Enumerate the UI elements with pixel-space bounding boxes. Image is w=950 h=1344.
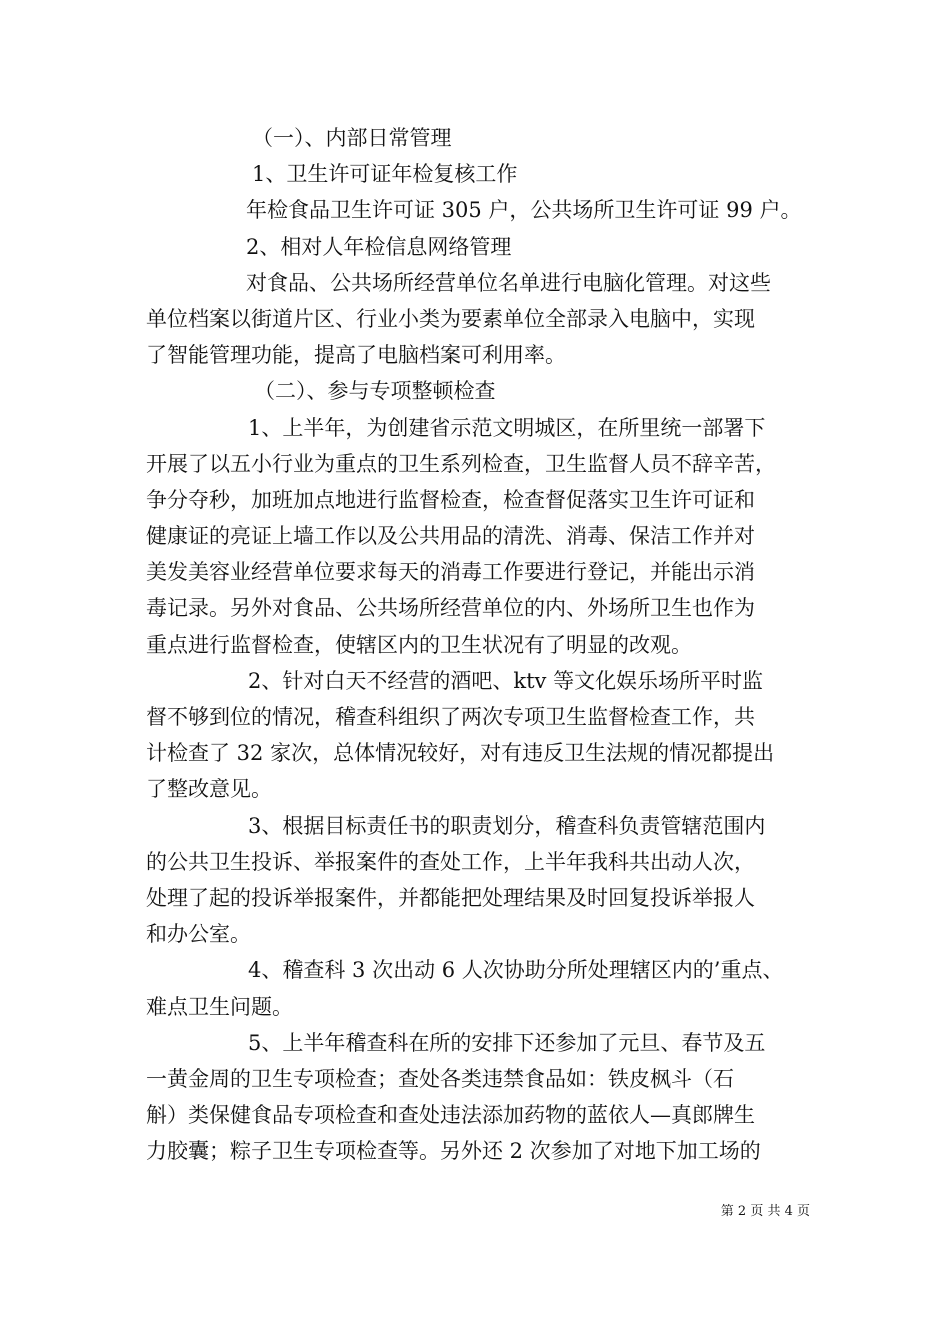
text-line: （二）、参与专项整顿检查 (254, 379, 496, 404)
text-line: 和办公室。 (146, 922, 251, 947)
text-line: 1、卫生许可证年检复核工作 (252, 162, 518, 187)
text-line: 难点卫生问题。 (146, 994, 293, 1019)
text-line: 的公共卫生投诉、举报案件的查处工作，上半年我科共出动人次， (146, 849, 755, 874)
text-line: 2、相对人年检信息网络管理 (246, 234, 512, 259)
text-line: 单位档案以街道片区、行业小类为要素单位全部录入电脑中，实现 (146, 306, 755, 331)
text-line: 斛）类保健食品专项检查和查处违法添加药物的蓝依人—真郎牌生 (146, 1103, 755, 1128)
text-line: （一）、内部日常管理 (252, 126, 452, 150)
text-line: 1、上半年，为创建省示范文明城区，在所里统一部署下 (248, 415, 766, 440)
text-line: 5、上半年稽查科在所的安排下还参加了元旦、春节及五 (248, 1030, 766, 1055)
text-line: 毒记录。另外对食品、公共场所经营单位的内、外场所卫生也作为 (146, 596, 755, 621)
text-line: 3、根据目标责任书的职责划分，稽查科负责管辖范围内 (248, 813, 766, 838)
text-line: 4、稽查科 3 次出动 6 人次协助分所处理辖区内的’重点、 (248, 958, 784, 983)
text-line: 年检食品卫生许可证 305 户，公共场所卫生许可证 99 户。 (246, 198, 802, 223)
text-line: 处理了起的投诉举报案件，并都能把处理结果及时回复投诉举报人 (146, 885, 755, 910)
text-line: 健康证的亮证上墙工作以及公共用品的清洗、消毒、保洁工作并对 (146, 524, 755, 549)
text-line: 争分夺秒，加班加点地进行监督检查，检查督促落实卫生许可证和 (146, 487, 755, 512)
text-line: 计检查了 32 家次，总体情况较好，对有违反卫生法规的情况都提出 (146, 741, 775, 766)
text-line: 了智能管理功能，提高了电脑档案可利用率。 (146, 343, 566, 368)
text-line: 对食品、公共场所经营单位名单进行电脑化管理。对这些 (246, 270, 771, 295)
text-line: 开展了以五小行业为重点的卫生系列检查，卫生监督人员不辞辛苦， (146, 451, 776, 476)
text-line: 2、针对白天不经营的酒吧、ktv 等文化娱乐场所平时监 (248, 668, 764, 693)
text-line: 了整改意见。 (146, 777, 272, 802)
text-line: 力胶囊；粽子卫生专项检查等。另外还 2 次参加了对地下加工场的 (146, 1139, 761, 1164)
page-footer: 第 2 页 共 4 页 (720, 1204, 810, 1219)
text-line: 重点进行监督检查，使辖区内的卫生状况有了明显的改观。 (146, 632, 692, 657)
text-line: 督不够到位的情况，稽查科组织了两次专项卫生监督检查工作，共 (146, 705, 755, 729)
text-line: 一黄金周的卫生专项检查；查处各类违禁食品如：铁皮枫斗（石 (146, 1066, 734, 1091)
document-body (146, 120, 810, 1169)
text-line: 美发美容业经营单位要求每天的消毒工作要进行登记，并能出示消 (146, 560, 755, 585)
